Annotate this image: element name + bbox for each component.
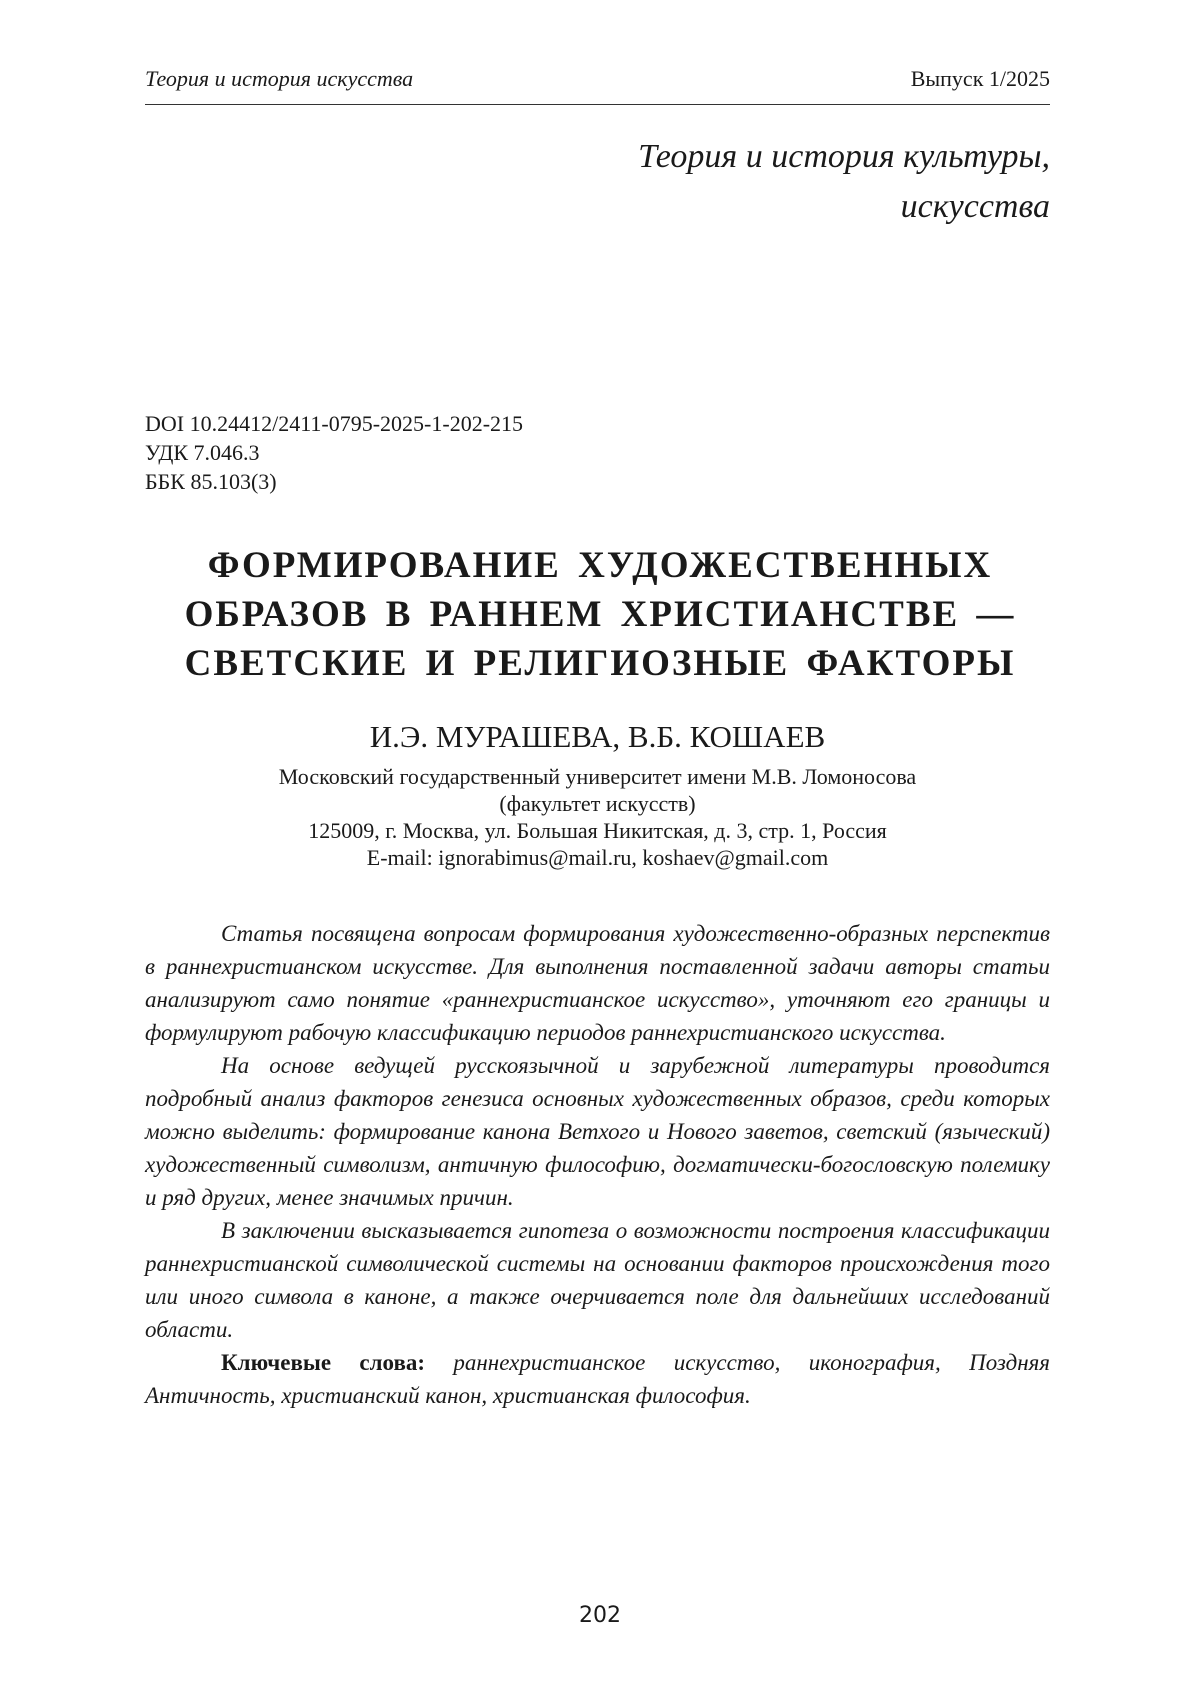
keywords — [145, 1346, 1050, 1412]
journal-name: Теория и история искусства — [145, 66, 414, 91]
udk: УДК 7.046.3 — [145, 440, 260, 465]
issue-number: Выпуск 1/2025 — [910, 66, 1050, 91]
running-header — [145, 64, 1050, 105]
address: 125009, г. Москва, ул. Большая Никитская, д. 3, стр. 1, Россия — [308, 818, 887, 843]
university: Московский государственный университет имени М.В. Ломоносова — [278, 764, 917, 789]
abstract-paragraph: Статья посвящена вопросам формирования художественно-образных перспектив в раннехристианском искусстве. Для выполнения поставленной задачи авторы статьи анализируют само понятие «раннехристианское искусство», уточняют его границы и формулируют рабочую классификацию периодов раннехристианского искусства. — [145, 921, 1050, 1045]
article-identifiers — [145, 409, 523, 496]
email: E-mail: ignorabimus@mail.ru, koshaev@gmail.com — [366, 845, 829, 870]
section-heading-line: искусства — [900, 188, 1050, 225]
page-number: 202 — [579, 1603, 621, 1628]
article-title-line: СВЕТСКИЕ И РЕЛИГИОЗНЫЕ ФАКТОРЫ — [184, 643, 1016, 684]
abstract — [145, 917, 1050, 1412]
keywords-text: раннехристианское искусство, иконография, Поздняя Античность, христианский канон, христианская философия. — [145, 1350, 1050, 1408]
faculty: (факультет искусств) — [499, 791, 696, 816]
doi: DOI 10.24412/2411-0795-2025-1-202-215 — [145, 411, 524, 436]
keywords-label: Ключевые слова: — [221, 1350, 426, 1375]
affiliation — [145, 763, 1050, 871]
bbk: ББК 85.103(3) — [145, 469, 277, 494]
section-heading — [350, 132, 1050, 232]
abstract-paragraph: В заключении высказывается гипотеза о возможности построения классификации раннехристианской символической системы на основании факторов происхождения того или иного символа в каноне, а также очерчивается поле для дальнейших исследований области. — [145, 1218, 1050, 1342]
section-heading-line: Теория и история культуры, — [638, 138, 1050, 175]
article-title — [130, 541, 1070, 688]
article-title-line: ФОРМИРОВАНИЕ ХУДОЖЕСТВЕННЫХ — [207, 545, 993, 586]
article-title-line: ОБРАЗОВ В РАННЕМ ХРИСТИАНСТВЕ — — [184, 594, 1016, 635]
authors: И.Э. МУРАШЕВА, В.Б. КОШАЕВ — [369, 719, 826, 754]
abstract-paragraph: На основе ведущей русскоязычной и зарубежной литературы проводится подробный анализ факторов генезиса основных художественных образов, среди которых можно выделить: формирование канона Ветхого и Нового заветов, светский (языческий) художественный символизм, античную философию, догматически-богословскую полемику и ряд других, менее значимых причин. — [145, 1053, 1050, 1210]
